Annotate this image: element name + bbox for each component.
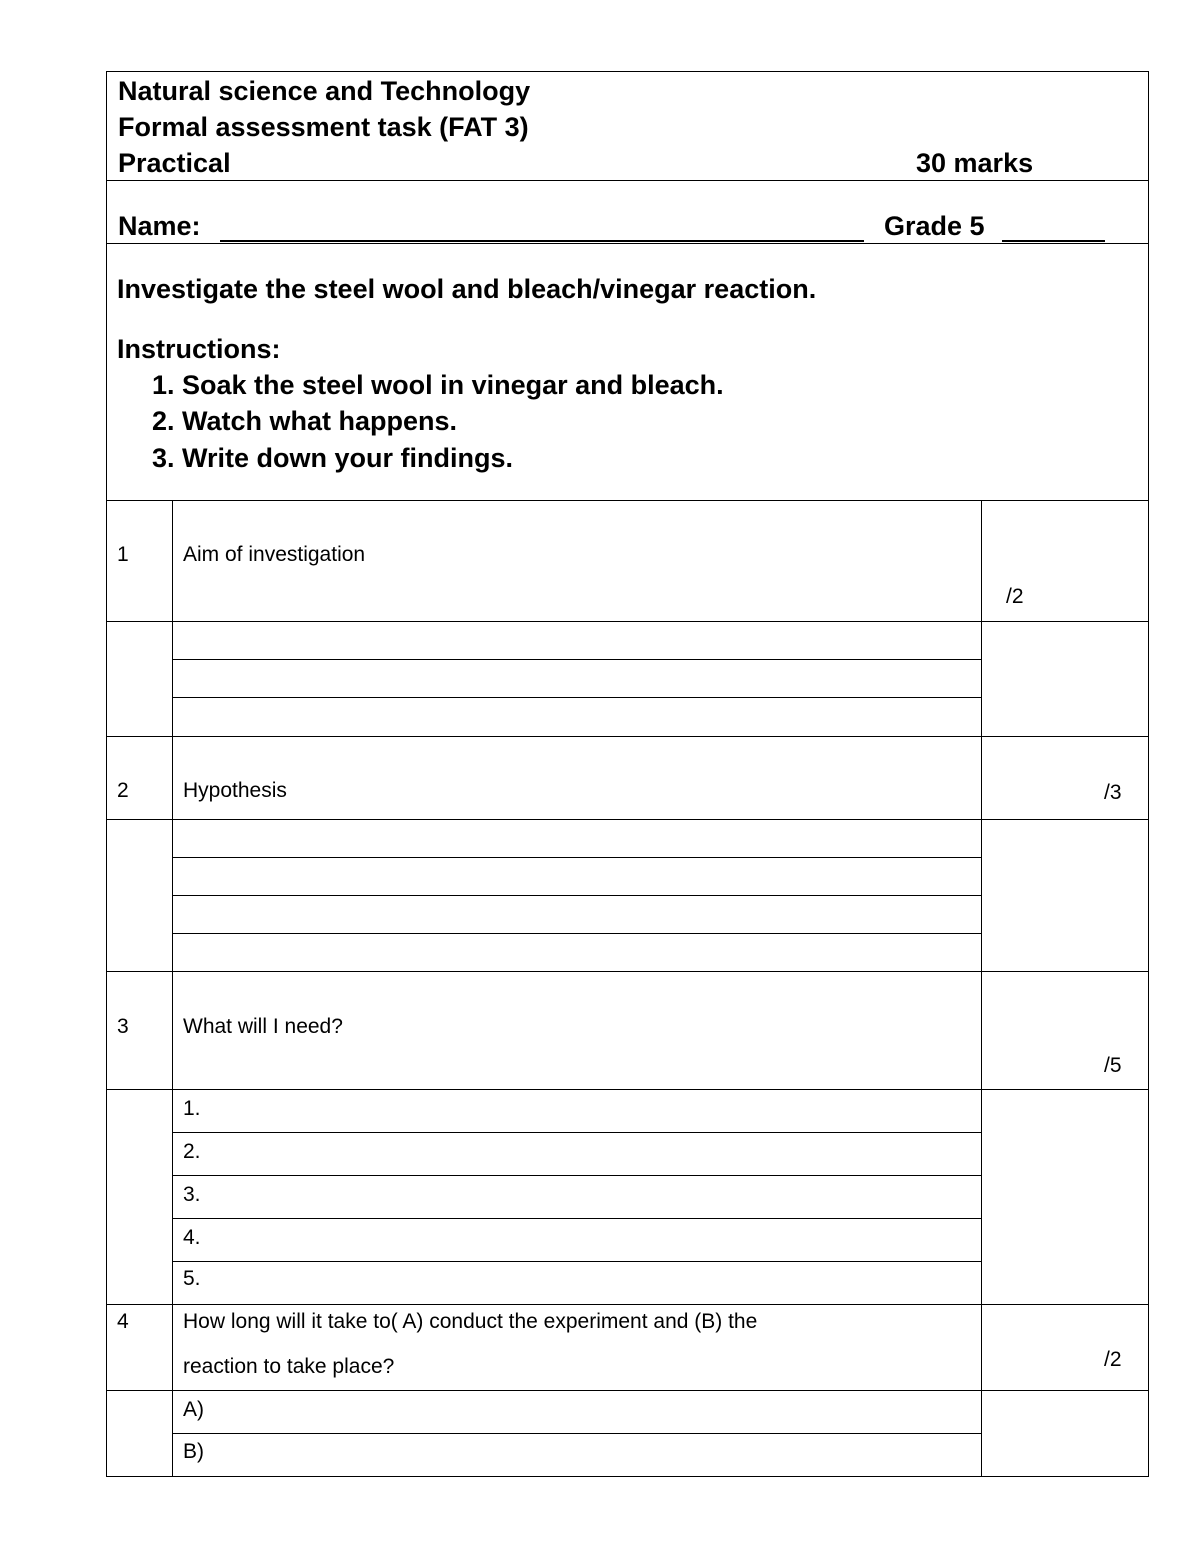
question-marks: /3 xyxy=(1104,781,1122,804)
list-item: 4. xyxy=(183,1226,201,1249)
question-text: reaction to take place? xyxy=(183,1355,395,1378)
list-item: B) xyxy=(183,1440,204,1463)
divider-name xyxy=(106,243,1149,244)
name-field[interactable] xyxy=(220,214,864,242)
border-bottom xyxy=(106,1476,1149,1477)
question-marks: /2 xyxy=(1104,1348,1122,1371)
instruction-step: 3. Write down your findings. xyxy=(152,443,514,473)
answer-line xyxy=(172,1132,981,1133)
question-number: 2 xyxy=(117,779,129,802)
list-item: 1. xyxy=(183,1097,201,1120)
instructions-label: Instructions: xyxy=(117,334,281,364)
row-divider xyxy=(106,1304,1149,1305)
answer-line xyxy=(172,1175,981,1176)
border-top xyxy=(106,71,1149,72)
answer-line xyxy=(172,697,981,698)
question-number: 4 xyxy=(117,1310,129,1333)
divider-intro xyxy=(106,500,1149,501)
answer-line xyxy=(172,659,981,660)
list-item: 3. xyxy=(183,1183,201,1206)
grade-label: Grade 5 xyxy=(884,211,985,241)
row-divider xyxy=(106,971,1149,972)
border-right xyxy=(1148,71,1149,1477)
question-text: How long will it take to( A) conduct the experiment and (B) the xyxy=(183,1310,758,1333)
question-text: What will I need? xyxy=(183,1015,343,1038)
question-text: Aim of investigation xyxy=(183,543,366,566)
instruction-step: 1. Soak the steel wool in vinegar and bleach. xyxy=(152,370,724,400)
divider-header xyxy=(106,180,1149,181)
list-item: 5. xyxy=(183,1267,201,1290)
name-label: Name: xyxy=(118,211,201,241)
row-divider xyxy=(106,819,1149,820)
question-marks: /2 xyxy=(1006,585,1024,608)
row-divider xyxy=(106,1089,1149,1090)
answer-line xyxy=(172,1433,981,1434)
investigation-title: Investigate the steel wool and bleach/vinegar reaction. xyxy=(117,274,817,304)
answer-line xyxy=(172,1218,981,1219)
list-item: A) xyxy=(183,1398,204,1421)
question-marks: /5 xyxy=(1104,1054,1122,1077)
grade-field[interactable] xyxy=(1002,214,1105,242)
subject-title: Natural science and Technology xyxy=(118,76,531,106)
answer-line xyxy=(172,895,981,896)
row-divider xyxy=(106,736,1149,737)
question-text: Hypothesis xyxy=(183,779,287,802)
task-type: Practical xyxy=(118,148,231,178)
instruction-step: 2. Watch what happens. xyxy=(152,406,458,436)
task-title: Formal assessment task (FAT 3) xyxy=(118,112,529,142)
column-number-divider xyxy=(172,500,173,1477)
column-marks-divider xyxy=(981,500,982,1477)
list-item: 2. xyxy=(183,1140,201,1163)
row-divider xyxy=(106,1390,1149,1391)
row-divider xyxy=(106,621,1149,622)
border-left xyxy=(106,71,107,1477)
answer-line xyxy=(172,933,981,934)
question-number: 1 xyxy=(117,543,129,566)
total-marks: 30 marks xyxy=(916,148,1034,178)
question-number: 3 xyxy=(117,1015,129,1038)
answer-line xyxy=(172,1261,981,1262)
answer-line xyxy=(172,857,981,858)
